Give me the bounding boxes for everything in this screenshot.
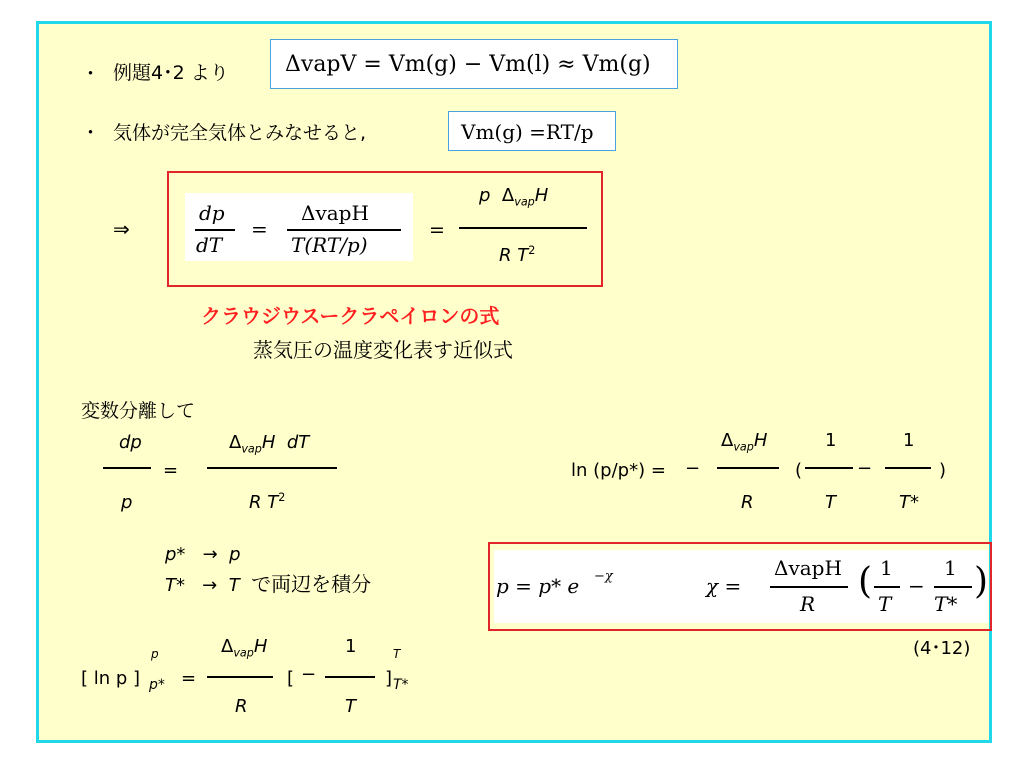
- rhs-denominator: [499, 244, 536, 266]
- limit-arrow: →: [202, 575, 218, 596]
- t-denominator: T: [878, 592, 892, 616]
- approximation-description: 蒸気圧の温度変化表す近似式: [253, 338, 513, 362]
- fraction-line: [287, 229, 401, 231]
- dt-symbol: dT: [286, 432, 310, 453]
- fraction-line: [325, 676, 375, 678]
- fraction-line: [874, 586, 900, 588]
- t-star-denominator: T*: [899, 492, 919, 513]
- delta-symbol: Δ: [221, 636, 234, 657]
- p-symbol: p: [229, 544, 241, 565]
- limit-row-temperature: [165, 574, 371, 595]
- bullet-marker: ・: [81, 122, 101, 144]
- enthalpy-symbol: H: [534, 185, 549, 206]
- delta-symbol: Δ: [721, 430, 734, 451]
- one-numerator: 1: [880, 556, 893, 580]
- enthalpy-symbol: H: [753, 430, 768, 451]
- minus-sign: −: [908, 574, 925, 598]
- paren-close: ): [939, 460, 947, 481]
- upper-limit-t: T: [393, 647, 401, 661]
- delta-symbol: Δ: [501, 185, 515, 206]
- enthalpy-numerator: ΔvapH: [774, 556, 842, 580]
- bracket-close: ]: [385, 668, 393, 689]
- dp-numerator: dp: [199, 201, 225, 225]
- exponent-minus-chi: −χ: [594, 569, 613, 584]
- ideal-gas-condition-text: 気体が完全気体とみなせると,: [113, 122, 367, 144]
- chi-definition: χ =: [706, 574, 742, 598]
- formula-box-vaporization-volume: [270, 39, 678, 89]
- sep-p-denominator: p: [121, 492, 133, 513]
- lower-limit-p-star: p*: [149, 677, 165, 693]
- equals-sign: =: [163, 460, 179, 481]
- one-numerator: 1: [345, 636, 357, 657]
- delta-symbol: Δ: [229, 432, 242, 453]
- fraction-line: [934, 586, 972, 588]
- p-star: p*: [165, 544, 186, 565]
- vap-subscript: vap: [514, 195, 535, 209]
- gas-constant-denominator: R: [235, 696, 248, 717]
- clausius-clapeyron-box: [167, 171, 603, 287]
- fraction-line: [195, 229, 235, 231]
- big-paren-close: ): [974, 561, 989, 602]
- exponent: 2: [528, 244, 536, 257]
- one-numerator: 1: [903, 430, 915, 451]
- t-star: T*: [165, 575, 185, 596]
- clausius-clapeyron-title: クラウジウスークラペイロンの式: [201, 304, 500, 328]
- big-paren-open: (: [858, 561, 873, 602]
- paren-open: (: [795, 460, 803, 481]
- temperature-symbol: T: [517, 245, 529, 266]
- exponent: 2: [278, 491, 286, 504]
- enthalpy-symbol: H: [253, 636, 268, 657]
- separation-label: 変数分離して: [81, 400, 196, 422]
- integrate-both-sides-text: で両辺を積分: [251, 572, 372, 596]
- bullet-marker: ・: [81, 63, 101, 85]
- sep-rhs-denominator: [249, 491, 286, 513]
- dt-denominator: dT: [196, 233, 223, 257]
- ln-coefficient-numerator: [721, 430, 768, 454]
- t-denominator: T: [345, 696, 356, 717]
- integral-lhs: [ ln p ]: [81, 668, 141, 689]
- rhs-numerator: [479, 185, 549, 209]
- minus-sign: −: [857, 458, 873, 479]
- minus-sign: −: [301, 664, 317, 685]
- vap-subscript: vap: [233, 646, 254, 660]
- example-reference-text: 例題4･2 より: [113, 62, 229, 84]
- equals-sign: =: [251, 217, 268, 241]
- bracket-open: [: [287, 668, 295, 689]
- formula-box-ideal-gas: [448, 111, 616, 151]
- fraction-line: [717, 467, 779, 469]
- t-rt-over-p-denominator: T(RT/p): [291, 233, 368, 257]
- temperature-symbol: T: [267, 492, 279, 513]
- fraction-line: [885, 467, 931, 469]
- formula-vaporization-volume: ΔvapV = Vm(g) − Vm(l) ≈ Vm(g): [285, 52, 651, 77]
- t-symbol: T: [228, 575, 240, 596]
- equals-sign: =: [429, 219, 445, 241]
- fraction-line: [459, 227, 587, 229]
- gas-constant-symbol: R: [499, 245, 512, 266]
- fraction-line: [770, 586, 848, 588]
- one-numerator: 1: [944, 556, 957, 580]
- limit-row-pressure: [165, 546, 241, 564]
- fraction-line: [103, 467, 151, 469]
- enthalpy-symbol: H: [261, 432, 276, 453]
- sep-rhs-numerator: [229, 432, 310, 456]
- lower-limit-t-star: T*: [393, 677, 409, 693]
- fraction-line: [805, 467, 853, 469]
- pressure-symbol: p: [479, 185, 491, 206]
- t-denominator: T: [825, 492, 836, 513]
- gas-constant-denominator: R: [741, 492, 754, 513]
- equation-number: (4･12): [913, 638, 971, 659]
- sep-dp-numerator: dp: [119, 432, 142, 453]
- fraction-line: [207, 676, 273, 678]
- pressure-exponential-equation: p = p* e: [496, 574, 580, 598]
- enthalpy-numerator: ΔvapH: [301, 201, 369, 225]
- upper-limit-p: p: [151, 647, 159, 661]
- formula-ideal-gas-volume: Vm(g) =RT/p: [461, 120, 594, 144]
- minus-sign: −: [685, 458, 701, 479]
- one-numerator: 1: [825, 430, 837, 451]
- fraction-line: [207, 467, 337, 469]
- gas-constant-denominator: R: [800, 592, 816, 616]
- t-star-denominator: T*: [934, 592, 958, 616]
- limit-arrow: →: [202, 544, 218, 565]
- implies-arrow: ⇒: [113, 217, 130, 241]
- vap-subscript: vap: [241, 442, 262, 456]
- equals-sign: =: [181, 668, 197, 689]
- vap-subscript: vap: [733, 440, 754, 454]
- final-equation-box: [488, 542, 992, 631]
- slide: [36, 21, 992, 743]
- integral-coefficient-numerator: [221, 636, 268, 660]
- gas-constant-symbol: R: [249, 492, 262, 513]
- ln-ratio-lhs: ln (p/p*) =: [571, 460, 666, 481]
